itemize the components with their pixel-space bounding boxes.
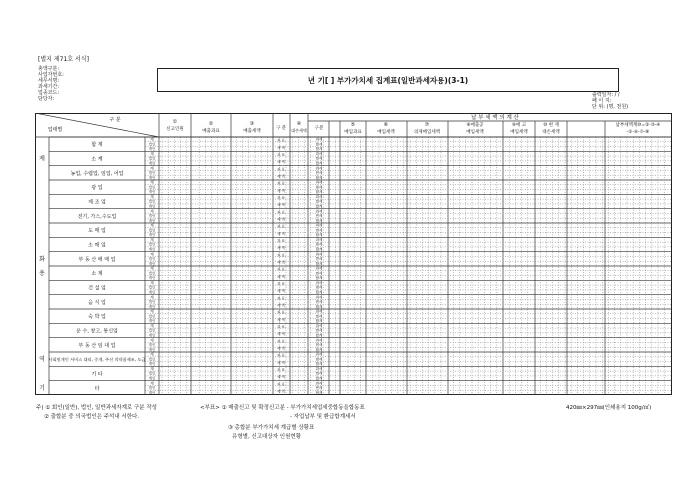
aggregate-table bbox=[35, 113, 672, 395]
gubun2-label: 합계 bbox=[315, 347, 323, 352]
gubun2-label: 과세 bbox=[315, 295, 323, 300]
subrow-label: 법인 bbox=[148, 199, 156, 204]
type-label: 과 표 bbox=[277, 325, 285, 330]
subrow-label: 법인 bbox=[148, 285, 156, 290]
category-label: 소 계 bbox=[91, 156, 103, 163]
category-label: 소 매 업 bbox=[88, 242, 106, 249]
gubun2-label: 합계 bbox=[315, 304, 323, 309]
gubun2-label: 과세 bbox=[315, 381, 323, 386]
type-label: 세 액 bbox=[277, 145, 285, 150]
gubun2-label: 면세 bbox=[315, 300, 323, 305]
type-label: 세 액 bbox=[277, 274, 285, 279]
gubun2-label: 면세 bbox=[315, 328, 323, 333]
type-label: 과 표 bbox=[277, 296, 285, 301]
subrow-label: 법인 bbox=[148, 271, 156, 276]
subrow-label: 법인 bbox=[148, 242, 156, 247]
type-label: 세 액 bbox=[277, 389, 285, 394]
category-label: 합 계 bbox=[91, 142, 103, 149]
header-pay-amount-2: 대손세액 bbox=[542, 130, 560, 135]
subrow-label: 계 bbox=[150, 180, 154, 185]
left-meta-item: 사업자번호: bbox=[38, 72, 64, 78]
gubun2-label: 합계 bbox=[315, 376, 323, 381]
subrow-label: 법인 bbox=[148, 142, 156, 147]
category-label: 부 동 산 매 매 업 bbox=[78, 256, 116, 263]
gubun2-label: 과세 bbox=[315, 280, 323, 285]
header-sales-std-num: ② bbox=[208, 121, 214, 127]
gubun2-label: 과세 bbox=[315, 180, 323, 185]
header-net-tax: 납부세액계⑩=②-③-④ bbox=[615, 123, 661, 128]
header-pay-amount: ⑩ 현 재 bbox=[543, 123, 559, 128]
gubun2-label: 면세 bbox=[315, 185, 323, 190]
subrow-label: 개인 bbox=[148, 247, 156, 252]
type-label: 과 표 bbox=[277, 382, 285, 387]
subrow-label: 개인 bbox=[148, 304, 156, 309]
header-tax-due-num: ④ bbox=[296, 121, 302, 127]
subrow-label: 개인 bbox=[148, 276, 156, 281]
gubun2-label: 과세 bbox=[315, 366, 323, 371]
subrow-label: 계 bbox=[150, 366, 154, 371]
type-label: 과 표 bbox=[277, 310, 285, 315]
header-sales-tax: 매출세액 bbox=[243, 129, 261, 134]
gubun2-label: 면세 bbox=[315, 242, 323, 247]
category-label: 소 계 bbox=[91, 271, 103, 278]
header-purchase-std-num: ⑤ bbox=[350, 122, 356, 128]
gubun2-label: 면세 bbox=[315, 156, 323, 161]
type-label: 세 액 bbox=[277, 231, 285, 236]
attachment-ref-2: - 자업납부 및 환급합계세서 bbox=[290, 414, 356, 420]
page-number: 페 이 지: bbox=[592, 98, 612, 104]
subrow-label: 계 bbox=[150, 166, 154, 171]
gubun2-label: 과세 bbox=[315, 223, 323, 228]
header-deemed-num: ⑦ bbox=[424, 122, 430, 128]
left-meta-item: 업종코드: bbox=[38, 90, 60, 96]
gubun2-label: 합계 bbox=[315, 233, 323, 238]
form-title: 년 기[ ] 부가가치세 집계표(일반과세자용)(3-1) bbox=[157, 68, 619, 92]
type-label: 과 표 bbox=[277, 282, 285, 287]
subrow-label: 계 bbox=[150, 137, 154, 142]
gubun2-label: 합계 bbox=[315, 261, 323, 266]
category-label: 광 업 bbox=[91, 185, 103, 192]
group-label: 화 bbox=[39, 255, 45, 263]
paper-size: 420㎜×297㎜(인쇄용지 100g/㎡) bbox=[566, 405, 652, 411]
subrow-label: 개인 bbox=[148, 362, 156, 367]
category-label: 숙 박 업 bbox=[88, 314, 106, 321]
category-label: 음 식 업 bbox=[88, 299, 106, 306]
gubun2-label: 면세 bbox=[315, 199, 323, 204]
group-label: 역 bbox=[39, 356, 45, 364]
type-label: 과 표 bbox=[277, 353, 285, 358]
subrow-label: 법인 bbox=[148, 214, 156, 219]
subrow-label: 계 bbox=[150, 295, 154, 300]
type-label: 세 액 bbox=[277, 317, 285, 322]
gubun2-label: 과세 bbox=[315, 237, 323, 242]
left-meta-item: 세무서명: bbox=[38, 78, 60, 84]
subrow-label: 개인 bbox=[148, 218, 156, 223]
gubun2-label: 합계 bbox=[315, 175, 323, 180]
type-label: 세 액 bbox=[277, 360, 285, 365]
gubun2-label: 과세 bbox=[315, 209, 323, 214]
subrow-label: 법인 bbox=[148, 314, 156, 319]
subrow-label: 법인 bbox=[148, 386, 156, 391]
subrow-label: 계 bbox=[150, 252, 154, 257]
type-label: 과 표 bbox=[277, 368, 285, 373]
gubun2-label: 합계 bbox=[315, 161, 323, 166]
header-declarants: 신고인원 bbox=[166, 127, 184, 132]
gubun2-label: 면세 bbox=[315, 228, 323, 233]
type-label: 과 표 bbox=[277, 339, 285, 344]
header-purchase-std: 매입과표 bbox=[344, 130, 362, 135]
gubun2-label: 과세 bbox=[315, 309, 323, 314]
note-1: 주) ① 회인(일반), 법인, 일반과세자계로 구분 작성 bbox=[36, 405, 157, 411]
type-label: 세 액 bbox=[277, 289, 285, 294]
category-label: 운 수, 창고, 통신업 bbox=[76, 328, 118, 335]
type-label: 세 액 bbox=[277, 346, 285, 351]
left-meta-item: 총액구분: bbox=[38, 66, 60, 72]
gubun2-label: 과세 bbox=[315, 338, 323, 343]
subrow-label: 계 bbox=[150, 209, 154, 214]
header-purchase-tax-num: ⑥ bbox=[383, 122, 389, 128]
subrow-label: 법인 bbox=[148, 357, 156, 362]
header-sales-tax-num: ③ bbox=[249, 121, 255, 127]
left-meta bbox=[38, 66, 64, 102]
type-label: 세 액 bbox=[277, 188, 285, 193]
subrow-label: 법인 bbox=[148, 300, 156, 305]
header-deemed-input: 의제매입세액 bbox=[413, 130, 441, 135]
gubun2-label: 면세 bbox=[315, 271, 323, 276]
gubun2-label: 합계 bbox=[315, 218, 323, 223]
gubun2-label: 합계 bbox=[315, 333, 323, 338]
subrow-label: 계 bbox=[150, 323, 154, 328]
category-label: 타 bbox=[94, 385, 100, 392]
type-label: 세 액 bbox=[277, 246, 285, 251]
type-label: 세 액 bbox=[277, 375, 285, 380]
subrow-label: 개인 bbox=[148, 390, 156, 395]
gubun2-label: 과세 bbox=[315, 151, 323, 156]
subrow-label: 개인 bbox=[148, 376, 156, 381]
subrow-label: 계 bbox=[150, 352, 154, 357]
type-label: 과 표 bbox=[277, 138, 285, 143]
attachment-ref-1: <부표> ① 매출신고 및 확정신고분 - 부가가치세업세중합동을합동표 bbox=[200, 405, 365, 411]
header-deductible: ⑨매 고 bbox=[511, 123, 527, 128]
gubun2-label: 합계 bbox=[315, 390, 323, 395]
type-label: 과 표 bbox=[277, 167, 285, 172]
group-label: 용 bbox=[39, 270, 45, 278]
category-label: 사회및개인 서비스 대리, 중개, 주선 의약품제조, 도금 bbox=[48, 357, 146, 363]
subrow-label: 계 bbox=[150, 194, 154, 199]
type-label: 과 표 bbox=[277, 253, 285, 258]
group-label: 제 bbox=[39, 155, 45, 163]
gubun2-label: 면세 bbox=[315, 285, 323, 290]
gubun2-label: 합계 bbox=[315, 319, 323, 324]
gubun2-label: 합계 bbox=[315, 247, 323, 252]
gubun2-label: 합계 bbox=[315, 362, 323, 367]
gubun2-label: 면세 bbox=[315, 142, 323, 147]
gubun2-label: 면세 bbox=[315, 171, 323, 176]
gubun2-label: 과세 bbox=[315, 266, 323, 271]
note-2: ② 출합분 중 의국법인은 주석내 서한다. bbox=[44, 414, 140, 420]
header-non-deductible-2: 매입세액 bbox=[466, 130, 484, 135]
type-label: 과 표 bbox=[277, 210, 285, 215]
header-purchase-tax: 매입세액 bbox=[377, 130, 395, 135]
type-label: 세 액 bbox=[277, 217, 285, 222]
subrow-label: 개인 bbox=[148, 290, 156, 295]
gubun2-label: 합계 bbox=[315, 204, 323, 209]
subrow-label: 개인 bbox=[148, 233, 156, 238]
subrow-label: 개인 bbox=[148, 261, 156, 266]
header-diagonal bbox=[35, 113, 159, 137]
category-label: 건 설 업 bbox=[88, 285, 106, 292]
gubun2-label: 면세 bbox=[315, 257, 323, 262]
subrow-label: 개인 bbox=[148, 204, 156, 209]
subrow-label: 계 bbox=[150, 381, 154, 386]
subrow-label: 법인 bbox=[148, 257, 156, 262]
type-label: 과 표 bbox=[277, 239, 285, 244]
subrow-label: 계 bbox=[150, 338, 154, 343]
subrow-label: 계 bbox=[150, 309, 154, 314]
subrow-label: 법인 bbox=[148, 343, 156, 348]
type-label: 과 표 bbox=[277, 181, 285, 186]
subrow-label: 개인 bbox=[148, 175, 156, 180]
subrow-label: 계 bbox=[150, 266, 154, 271]
subrow-label: 개인 bbox=[148, 190, 156, 195]
gubun2-label: 면세 bbox=[315, 343, 323, 348]
subrow-label: 법인 bbox=[148, 328, 156, 333]
left-meta-item: 담당자: bbox=[38, 96, 55, 102]
type-label: 세 액 bbox=[277, 332, 285, 337]
subrow-label: 개인 bbox=[148, 347, 156, 352]
subrow-label: 개인 bbox=[148, 147, 156, 152]
gubun2-label: 과세 bbox=[315, 323, 323, 328]
subrow-label: 계 bbox=[150, 223, 154, 228]
type-label: 세 액 bbox=[277, 303, 285, 308]
type-label: 과 표 bbox=[277, 267, 285, 272]
gubun2-label: 과세 bbox=[315, 252, 323, 257]
left-meta-item: 과세기간: bbox=[38, 84, 60, 90]
header-napbu-title: 납 부 세 액 의 계 산 bbox=[471, 115, 519, 121]
gubun2-label: 합계 bbox=[315, 276, 323, 281]
gubun2-label: 면세 bbox=[315, 214, 323, 219]
subrow-label: 법인 bbox=[148, 228, 156, 233]
header-category: 업태별 bbox=[47, 127, 63, 133]
gubun2-label: 과세 bbox=[315, 352, 323, 357]
header-gubun: 구 분 bbox=[109, 117, 121, 123]
print-date: 출력일자: / / bbox=[592, 92, 620, 98]
header-gubun2: 구분 bbox=[314, 126, 324, 131]
category-label: 농업, 수렵업, 임업, 어업 bbox=[70, 170, 124, 177]
group-label: 기 bbox=[39, 384, 45, 392]
category-label: 기 타 bbox=[91, 371, 103, 378]
unit-label: 단 위: (명, 천원) bbox=[592, 104, 629, 110]
gubun2-label: 합계 bbox=[315, 290, 323, 295]
subrow-label: 개인 bbox=[148, 333, 156, 338]
header-type: 구 분 bbox=[275, 126, 287, 131]
gubun2-label: 과세 bbox=[315, 137, 323, 142]
type-label: 세 액 bbox=[277, 260, 285, 265]
type-label: 세 액 bbox=[277, 174, 285, 179]
category-label: 부 동 산 임 대 업 bbox=[78, 342, 116, 349]
type-label: 세 액 bbox=[277, 160, 285, 165]
gubun2-label: 과세 bbox=[315, 166, 323, 171]
header-net-tax-2: -⑤-⑥-⑦-⑧ bbox=[626, 130, 650, 135]
subrow-label: 법인 bbox=[148, 156, 156, 161]
subrow-label: 법인 bbox=[148, 371, 156, 376]
subrow-label: 개인 bbox=[148, 161, 156, 166]
subrow-label: 개인 bbox=[148, 319, 156, 324]
type-label: 과 표 bbox=[277, 196, 285, 201]
header-non-deductible: ⑧매출공 bbox=[466, 123, 484, 128]
gubun2-label: 과세 bbox=[315, 194, 323, 199]
header-tax-due: 대손세액 bbox=[291, 128, 307, 133]
form-id: [별지 제71호 서식] bbox=[38, 56, 89, 63]
attachment-ref-3: ③ 총합분 부가가치세 계급별 상황표 bbox=[228, 425, 315, 431]
subrow-label: 계 bbox=[150, 151, 154, 156]
gubun2-label: 합계 bbox=[315, 190, 323, 195]
gubun2-label: 면세 bbox=[315, 371, 323, 376]
type-label: 과 표 bbox=[277, 153, 285, 158]
subrow-label: 계 bbox=[150, 280, 154, 285]
type-label: 세 액 bbox=[277, 203, 285, 208]
category-label: 전기, 가스,수도업 bbox=[77, 213, 117, 220]
header-declarants-num: ① bbox=[172, 119, 178, 125]
gubun2-label: 면세 bbox=[315, 386, 323, 391]
subrow-label: 법인 bbox=[148, 171, 156, 176]
attachment-ref-4: 유형별, 신고대상자 인원현황 bbox=[232, 434, 302, 440]
type-label: 과 표 bbox=[277, 224, 285, 229]
header-deductible-2: 매입세액 bbox=[510, 130, 528, 135]
subrow-label: 법인 bbox=[148, 185, 156, 190]
subrow-label: 계 bbox=[150, 237, 154, 242]
gubun2-label: 면세 bbox=[315, 314, 323, 319]
category-label: 도 매 업 bbox=[88, 228, 106, 235]
gubun2-label: 면세 bbox=[315, 357, 323, 362]
header-sales-std: 매출과표 bbox=[202, 129, 220, 134]
gubun2-label: 합계 bbox=[315, 147, 323, 152]
category-label: 제 조 업 bbox=[88, 199, 106, 206]
